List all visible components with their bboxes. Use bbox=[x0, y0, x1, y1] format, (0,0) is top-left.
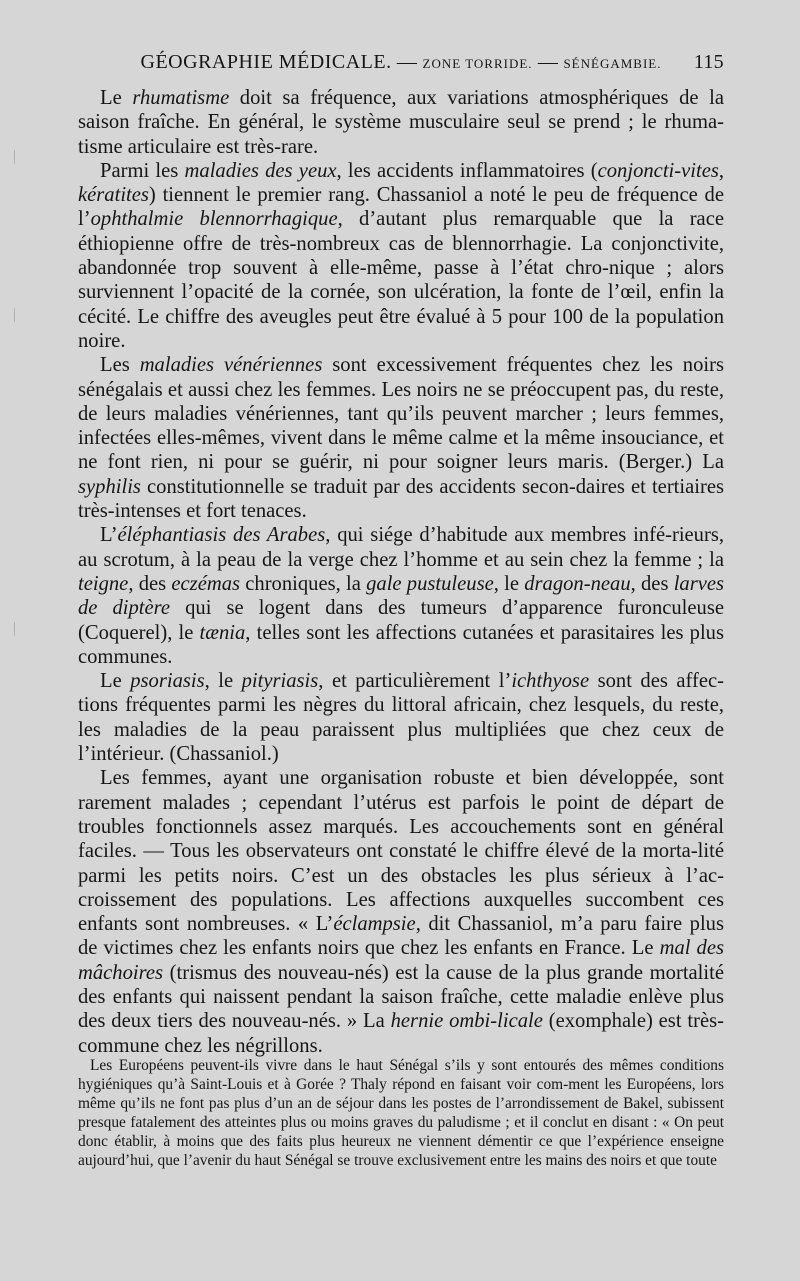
text-run: chroniques, la bbox=[240, 572, 367, 595]
italic-term: tænia bbox=[199, 621, 246, 644]
italic-term: syphilis bbox=[78, 475, 141, 498]
text-run: Les bbox=[100, 354, 140, 377]
text-run: Les femmes, ayant une organisation robuste et bien développée, sont rarement malades ; cependant l’utérus est parfois le point de départ de troubles fonctionnels assez marqués. Les accouchements sont en général faciles. — Tous les observateurs ont constaté le chiffre élevé de la morta-lité parmi les petits noirs. C’est un des obstacles les plus sérieux à l’ac-croissement des populations. Les affections auxquelles succombent ces enfants sont nombreuses. « L’ bbox=[78, 767, 724, 936]
body-paragraph bbox=[78, 669, 724, 766]
body-paragraph bbox=[78, 766, 724, 1058]
italic-term: ichthyose bbox=[511, 670, 590, 693]
body-paragraph bbox=[78, 159, 724, 353]
footnote bbox=[78, 1057, 724, 1170]
footnote-paragraph: Les Européens peuvent-ils vivre dans le haut Sénégal s’ils y sont entourés des mêmes conditions hygiéniques qu’à Saint-Louis et à Gorée ? Thaly répond en faisant voir com-ment les Européens, lors même qu’ils ne font pas plus d’un an de séjour dans les postes de l’arrondissement de Bakel, subissent presque fatalement des atteintes plus ou moins graves du paludisme ; et il conclut en disant : « On peut donc établir, à moins que des faits plus heureux ne viennent démentir ce que l’expérience enseigne aujourd’hui, que l’avenir du haut Sénégal se trouve exclusivement entre les mains des noirs et que toute bbox=[78, 1057, 724, 1169]
text-run: (exomphale) est très-commune chez les négrillons. bbox=[78, 1010, 724, 1057]
text-run: sont excessivement fréquentes chez les noirs sénégalais et aussi chez les femmes. Les noirs ne se préoccupent pas, du reste, de leurs maladies vénériennes, tant qu’ils peuvent marcher ; leurs femmes, infectées elles-mêmes, vivent dans le même calme et la même insouciance, et ne font rien, ni pour se guérir, ni pour soigner leurs maris. (Berger.) La bbox=[78, 354, 724, 474]
italic-term: kératites bbox=[78, 184, 149, 207]
body-paragraph bbox=[78, 86, 724, 159]
text-run: Le bbox=[100, 87, 133, 109]
margin-mark bbox=[14, 150, 21, 164]
running-head bbox=[78, 48, 724, 76]
text-run: , qui siége d’habitude aux membres infé-rieurs, au scrotum, à la peau de la verge chez l’homme et au sein chez la femme ; la bbox=[78, 524, 724, 571]
text-run: , et particulièrement l’ bbox=[318, 670, 512, 693]
running-head-region: SÉNÉGAMBIE. bbox=[563, 56, 662, 71]
text-run: , des bbox=[630, 572, 674, 595]
italic-term: mal des mâchoires bbox=[78, 937, 724, 984]
italic-term: maladies des yeux bbox=[184, 159, 337, 182]
running-head-title: GÉOGRAPHIE MÉDICALE. bbox=[140, 51, 392, 73]
text-run: , telles sont les affections cutanées et parasitaires les plus communes. bbox=[78, 621, 724, 668]
italic-term: conjoncti-vites bbox=[597, 159, 719, 182]
text-run: , d’autant plus remarquable que la race éthiopienne offre de très-nombreux cas de blennorrhagie. La conjonctivite, abandonnée trop souvent à elle-même, passe à l’état chro-nique ; alors surviennent l’opacité de la cornée, son ulcération, la fonte de l’œil, enfin la cécité. Le chiffre des aveugles peut être évalué à 5 pour 100 de la population noire. bbox=[78, 208, 724, 352]
running-head-separator: — bbox=[532, 51, 564, 73]
italic-term: rhumatisme bbox=[132, 87, 230, 109]
italic-term: larves de diptère bbox=[78, 572, 725, 620]
text-run: , bbox=[718, 159, 725, 182]
italic-term: psoriasis bbox=[130, 670, 205, 693]
margin-mark bbox=[14, 308, 21, 322]
text-run: Le bbox=[100, 670, 131, 693]
italic-term: teigne bbox=[78, 572, 129, 595]
body-paragraph bbox=[78, 523, 724, 669]
italic-term: pityriasis bbox=[241, 670, 319, 693]
italic-term: eczémas bbox=[171, 572, 241, 595]
text-run: sont des affec-tions fréquentes parmi les nègres du littoral africain, chez lesquels, du reste, les maladies de la peau paraissent plus multipliées que chez ceux de l’intérieur. (Chassaniol.) bbox=[78, 670, 724, 766]
text-run: (trismus des nouveau-nés) est la cause de la plus grande mortalité des enfants qui naissent pendant la saison fraîche, cette maladie enlève plus des deux tiers des nouveau-nés. » La bbox=[78, 961, 724, 1033]
text-run: Parmi les bbox=[100, 159, 185, 182]
italic-term: maladies vénériennes bbox=[139, 354, 323, 377]
text-run: qui se logent dans des tumeurs d’apparence furonculeuse (Coquerel), le bbox=[78, 597, 724, 644]
text-run: L’ bbox=[100, 524, 118, 547]
italic-term: éclampsie bbox=[333, 913, 416, 936]
text-run: , dit Chassaniol, m’a paru faire plus de victimes chez les enfants noirs que chez les enfants en France. Le bbox=[78, 913, 724, 960]
page-number: 115 bbox=[693, 51, 724, 73]
text-run: , les accidents inflammatoires ( bbox=[336, 159, 598, 182]
main-text bbox=[78, 86, 724, 1058]
italic-term: gale pustuleuse bbox=[366, 572, 494, 595]
text-run: doit sa fréquence, aux variations atmosphériques de la saison fraîche. En général, le système musculaire seul se prend ; le rhuma-tisme articulaire est très-rare. bbox=[78, 87, 724, 158]
text-run: , des bbox=[128, 572, 172, 595]
text-run: ) tiennent le premier rang. Chassaniol a noté le peu de fréquence de l’ bbox=[78, 184, 724, 231]
text-run: , le bbox=[204, 670, 242, 693]
italic-term: dragon-neau bbox=[524, 572, 631, 595]
italic-term: ophthalmie blennorrhagique bbox=[90, 208, 338, 231]
text-run: , le bbox=[493, 572, 525, 595]
italic-term: éléphantiasis des Arabes bbox=[117, 524, 326, 547]
margin-mark bbox=[14, 622, 21, 636]
running-head-separator: — bbox=[391, 51, 423, 73]
running-head-zone: ZONE TORRIDE. bbox=[422, 56, 533, 71]
text-run: constitutionnelle se traduit par des accidents secon-daires et tertiaires très-intenses et fort tenaces. bbox=[78, 475, 724, 523]
body-paragraph bbox=[78, 353, 724, 523]
italic-term: hernie ombi-licale bbox=[390, 1010, 543, 1033]
